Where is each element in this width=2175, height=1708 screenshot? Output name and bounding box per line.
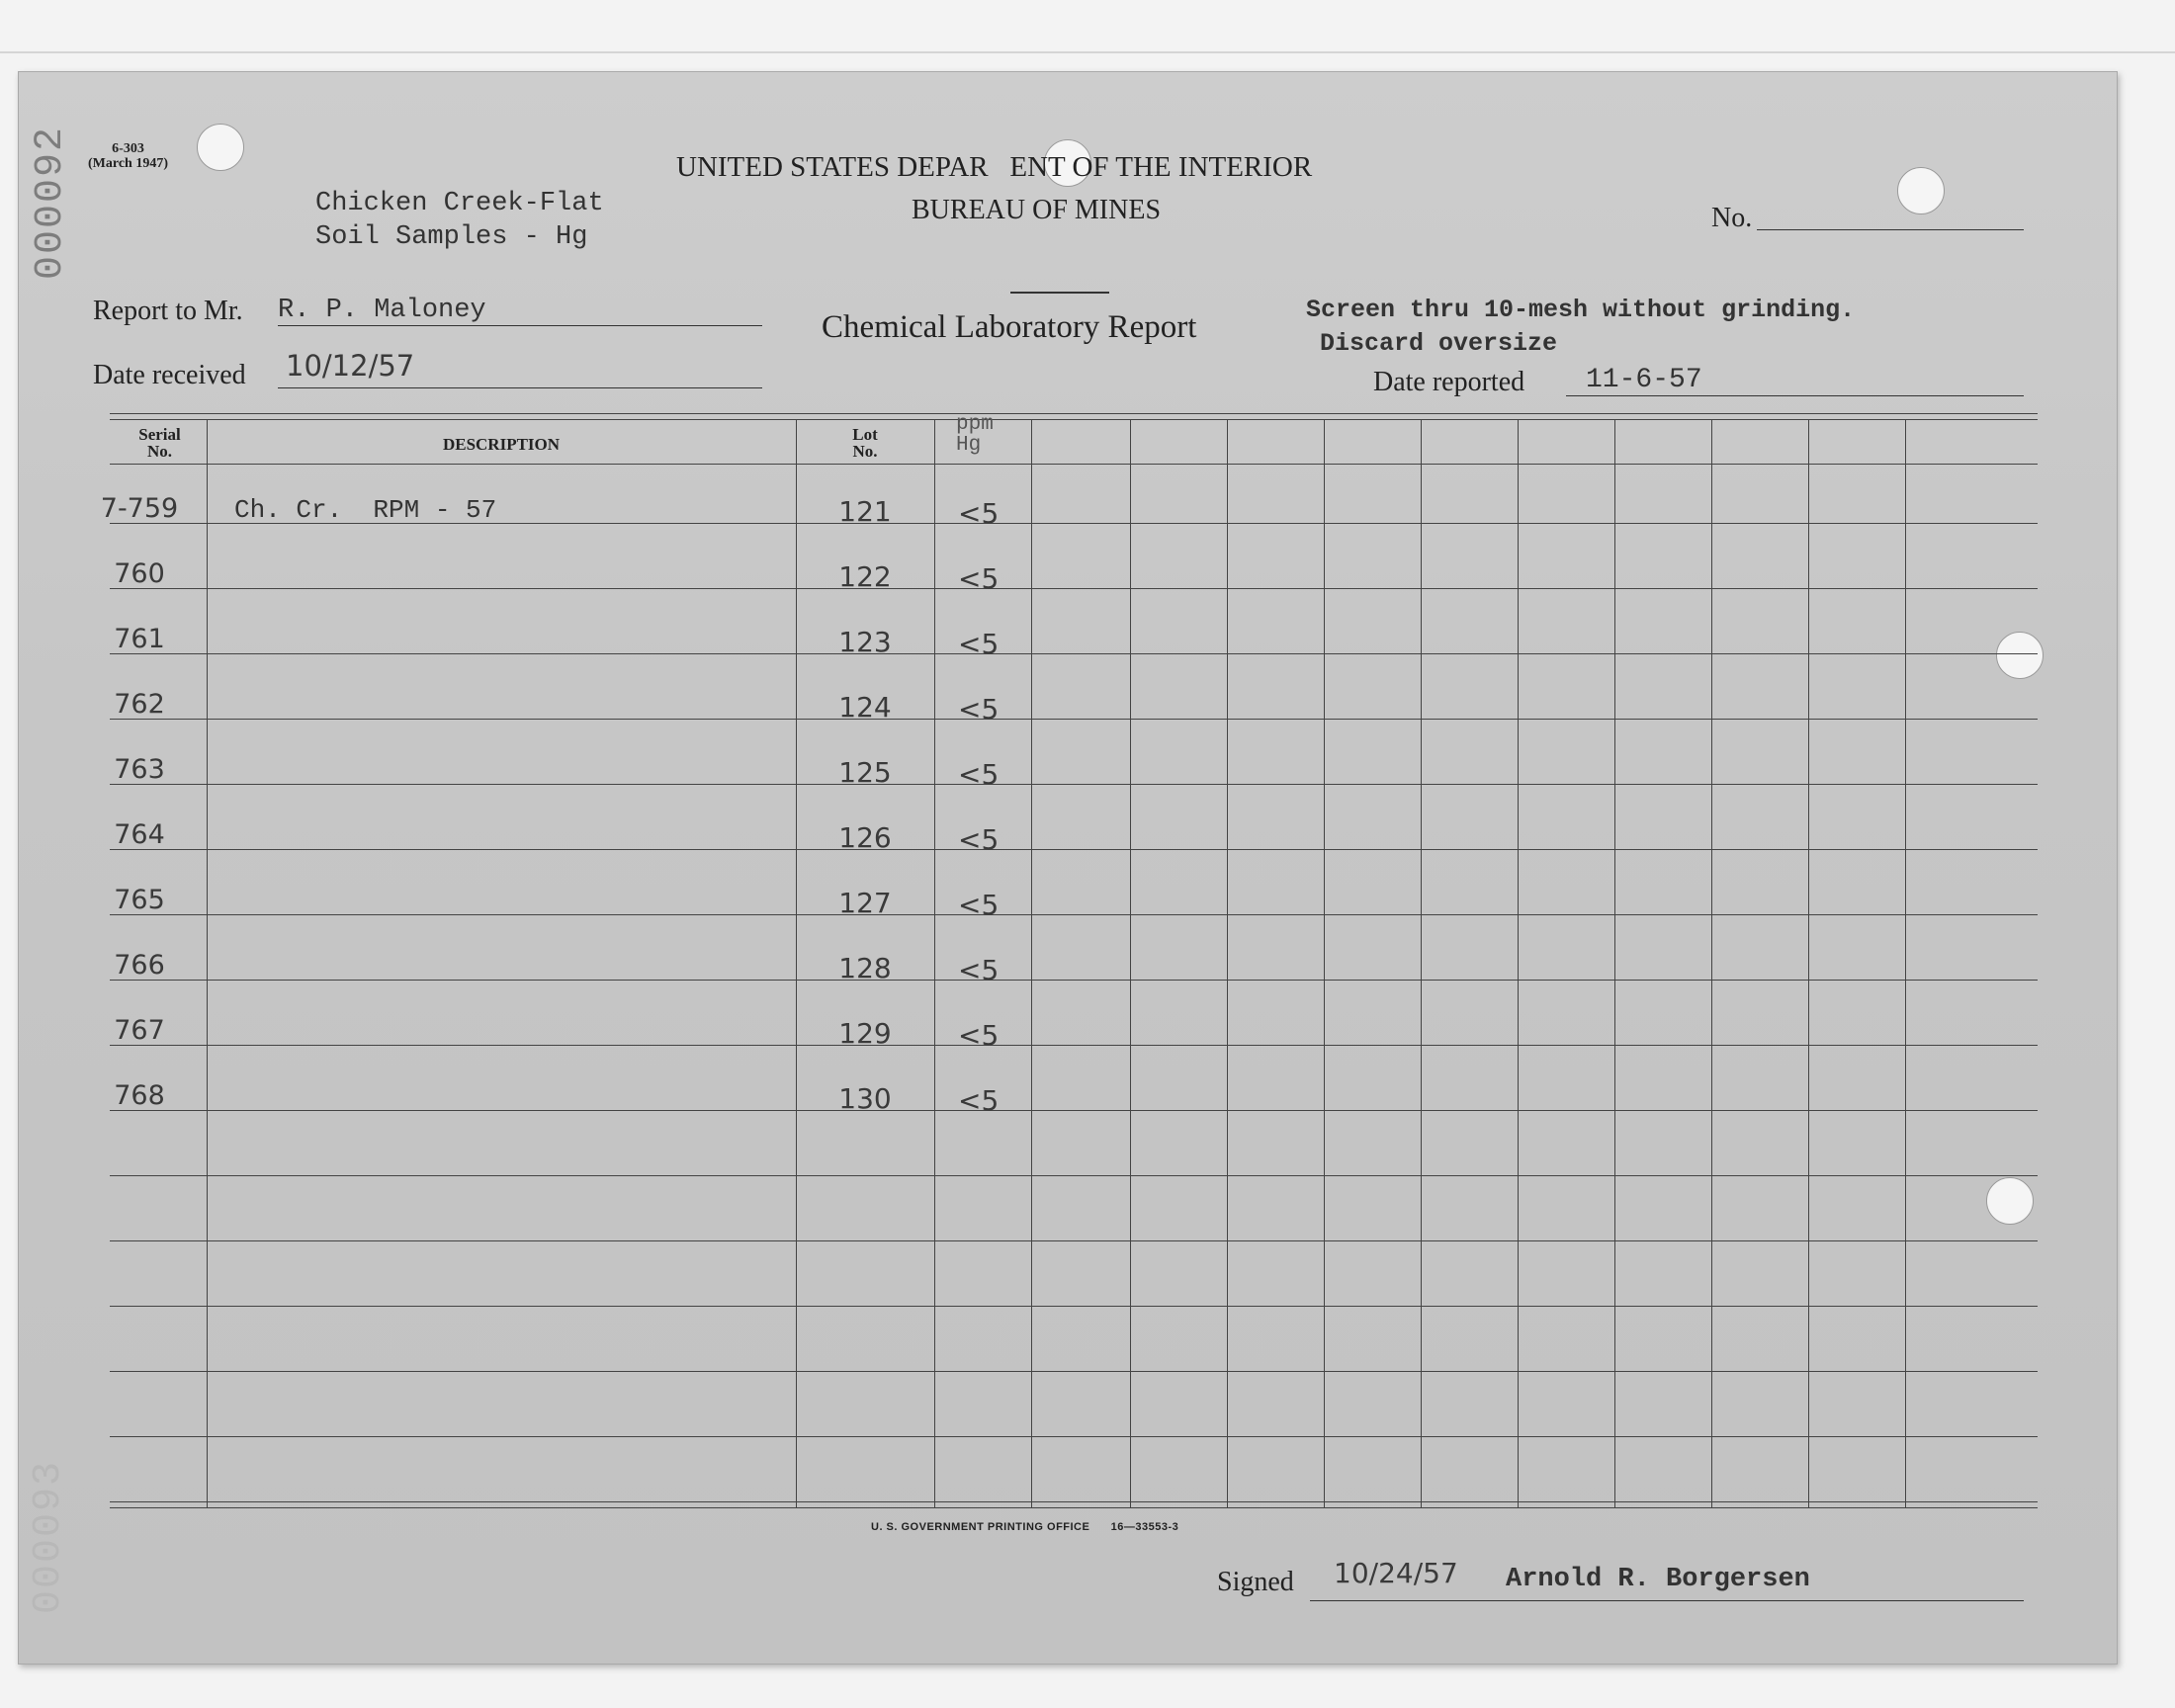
lot-cell: 122 <box>838 560 892 593</box>
serial-header-line-1: Serial <box>138 425 181 444</box>
punch-hole-right-lower <box>1986 1177 2034 1225</box>
page-top-rule <box>0 51 2175 53</box>
project-line-1: Chicken Creek-Flat <box>315 189 604 218</box>
col-divider-blank-3 <box>1324 419 1325 1507</box>
lot-header-line-2: No. <box>852 442 878 461</box>
column-header-serial <box>113 426 207 460</box>
serial-cell: 761 <box>114 624 165 654</box>
col-divider-blank-9 <box>1905 419 1906 1507</box>
signed-date: 10/24/57 <box>1334 1557 1458 1589</box>
project-line-2: Soil Samples - Hg <box>315 222 588 252</box>
serial-cell: 764 <box>114 819 165 850</box>
row-rule-14 <box>110 1371 2038 1372</box>
column-header-ppm-hg <box>956 414 994 456</box>
serial-cell: 760 <box>114 558 165 589</box>
row-rule-16 <box>110 1501 2038 1502</box>
col-divider-description <box>796 419 797 1507</box>
form-number: 6-303 <box>112 141 144 156</box>
punch-hole-top-left <box>197 124 244 171</box>
col-divider-blank-8 <box>1808 419 1809 1507</box>
lot-cell: 121 <box>838 495 892 528</box>
ppm-hg-cell: <5 <box>958 954 1000 986</box>
ppm-hg-cell: <5 <box>958 1084 1000 1117</box>
table-header-rule <box>110 464 2038 465</box>
punch-hole-right-upper <box>1996 632 2044 679</box>
report-no-label: No. <box>1711 203 1753 233</box>
row-rule-15 <box>110 1436 2038 1437</box>
project-title <box>315 187 604 254</box>
title-separator <box>1010 292 1109 294</box>
row-rule-10 <box>110 1110 2038 1111</box>
agency-title: UNITED STATES DEPAR ENT OF THE INTERIOR <box>676 151 1313 183</box>
date-reported-value: 11-6-57 <box>1586 365 1702 395</box>
punch-hole-top-right <box>1897 167 1945 214</box>
row-rule-5 <box>110 784 2038 785</box>
signer-name: Arnold R. Borgersen <box>1506 1565 1810 1594</box>
report-no-line <box>1757 229 2024 230</box>
description-cell: Ch. Cr. RPM - 57 <box>234 495 497 525</box>
ppm-hg-cell: <5 <box>958 889 1000 921</box>
serial-cell: 7-759 <box>100 493 179 524</box>
form-date: (March 1947) <box>88 156 168 171</box>
date-received-label: Date received <box>93 360 246 390</box>
serial-cell: 763 <box>114 754 165 785</box>
serial-cell: 766 <box>114 950 165 981</box>
ppm-hg-cell: <5 <box>958 693 1000 726</box>
signed-label: Signed <box>1217 1567 1294 1597</box>
col-divider-blank-1 <box>1130 419 1131 1507</box>
row-rule-2 <box>110 588 2038 589</box>
serial-header-line-2: No. <box>146 442 173 461</box>
row-rule-3 <box>110 653 2038 654</box>
lot-cell: 126 <box>838 821 892 854</box>
row-rule-7 <box>110 914 2038 915</box>
col-divider-result <box>1031 419 1032 1507</box>
serial-cell: 768 <box>114 1080 165 1111</box>
table-top-rule-b <box>110 419 2038 420</box>
report-to-label: Report to Mr. <box>93 296 243 326</box>
col-divider-serial <box>207 419 208 1507</box>
printing-office-imprint: U. S. GOVERNMENT PRINTING OFFICE 16—33553-3 <box>871 1521 1179 1533</box>
table-bottom-rule-a <box>110 1507 2038 1508</box>
row-rule-9 <box>110 1045 2038 1046</box>
col-divider-blank-7 <box>1711 419 1712 1507</box>
date-received-line <box>278 387 762 388</box>
col-divider-blank-6 <box>1614 419 1615 1507</box>
lot-cell: 125 <box>838 756 892 789</box>
date-reported-label: Date reported <box>1373 367 1525 397</box>
screening-instructions <box>1306 294 1855 361</box>
ppm-hg-cell: <5 <box>958 823 1000 856</box>
ppm-hg-cell: <5 <box>958 497 1000 530</box>
instructions-line-1: Screen thru 10-mesh without grinding. <box>1306 296 1856 324</box>
row-rule-12 <box>110 1240 2038 1241</box>
column-header-lot <box>796 426 934 460</box>
row-rule-8 <box>110 980 2038 981</box>
column-header-description: DESCRIPTION <box>442 435 561 454</box>
ppm-hg-cell: <5 <box>958 1019 1000 1052</box>
report-to-value: R. P. Maloney <box>278 296 486 325</box>
lot-cell: 130 <box>838 1082 892 1115</box>
row-rule-4 <box>110 719 2038 720</box>
date-received-value: 10/12/57 <box>286 349 415 383</box>
ppm-hg-cell: <5 <box>958 628 1000 660</box>
table-top-rule-a <box>110 413 2038 414</box>
document-stamp-number: 000092 <box>29 125 73 280</box>
form-number-block <box>88 141 168 171</box>
date-reported-line <box>1566 395 2024 396</box>
report-title: Chemical Laboratory Report <box>822 309 1197 345</box>
col-divider-blank-2 <box>1227 419 1228 1507</box>
row-rule-11 <box>110 1175 2038 1176</box>
lot-cell: 128 <box>838 952 892 984</box>
serial-cell: 767 <box>114 1015 165 1046</box>
result-header-line-1: ppm <box>956 413 994 436</box>
col-divider-lot <box>934 419 935 1507</box>
serial-cell: 765 <box>114 885 165 915</box>
ppm-hg-cell: <5 <box>958 562 1000 595</box>
report-to-line <box>278 325 762 326</box>
instructions-line-2: Discard oversize <box>1320 329 1558 358</box>
signature-line <box>1310 1600 2024 1601</box>
col-divider-blank-5 <box>1518 419 1519 1507</box>
serial-cell: 762 <box>114 689 165 720</box>
row-rule-6 <box>110 849 2038 850</box>
lot-header-line-1: Lot <box>852 425 878 444</box>
lot-cell: 127 <box>838 887 892 919</box>
bureau-title: BUREAU OF MINES <box>912 195 1162 225</box>
ppm-hg-cell: <5 <box>958 758 1000 791</box>
lab-report-sheet <box>18 71 2118 1665</box>
col-divider-blank-4 <box>1421 419 1422 1507</box>
lot-cell: 129 <box>838 1017 892 1050</box>
lot-cell: 124 <box>838 691 892 724</box>
document-stamp-ghost: 000093 <box>27 1459 71 1614</box>
row-rule-13 <box>110 1306 2038 1307</box>
lot-cell: 123 <box>838 626 892 658</box>
result-header-line-2: Hg <box>956 434 982 457</box>
